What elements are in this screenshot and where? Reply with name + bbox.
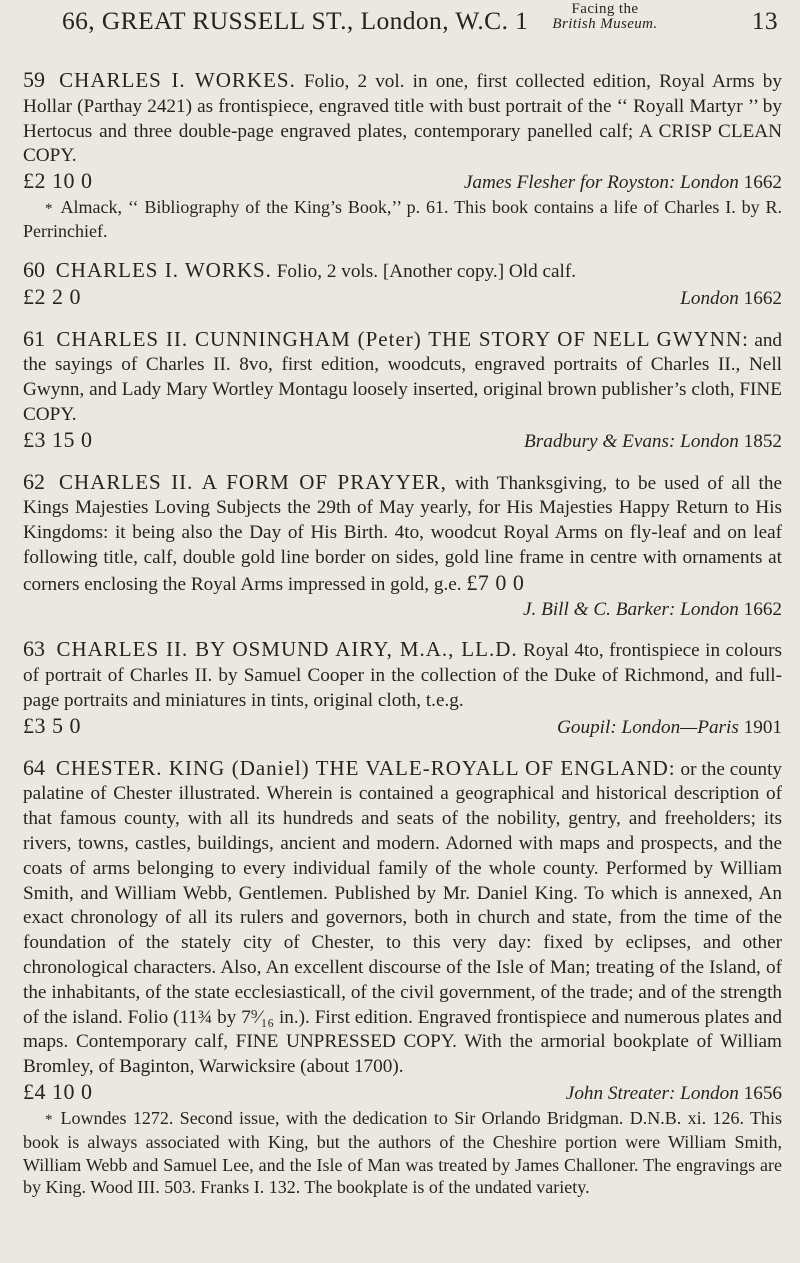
entry-description: Royal 4to, frontispiece in colours of portrait of Charles II. by Samuel Cooper in the collection of the Duke of Richmond, and full-page portraits and miniatures in tints, original cloth, t.e.g. bbox=[23, 640, 783, 711]
entry-price: £3 5 0 bbox=[23, 712, 81, 738]
entry-imprint bbox=[680, 287, 782, 312]
entry-price-line bbox=[23, 598, 782, 623]
entry-price-line bbox=[23, 285, 782, 312]
running-header bbox=[62, 2, 778, 42]
entry-price: £2 10 0 bbox=[23, 168, 93, 194]
entry-imprint bbox=[557, 716, 782, 741]
entry-price: £4 10 0 bbox=[23, 1078, 93, 1104]
entry-heading: CHARLES II. CUNNINGHAM (Peter) THE STORY OF NELL GWYNN: bbox=[56, 326, 749, 351]
catalogue-entries bbox=[23, 68, 782, 1214]
entry-price-line bbox=[23, 1080, 782, 1107]
note-text: Almack, ‘‘ Bibliography of the King’s Book,’’ p. 61. This book contains a life of Charles I. by R. Perrinchief. bbox=[23, 196, 782, 242]
imprint-year: 1662 bbox=[743, 172, 782, 194]
entry-heading: CHARLES II. A FORM OF PRAYYER, bbox=[59, 469, 447, 494]
facing-note bbox=[540, 2, 670, 32]
address-line: 66, GREAT RUSSELL ST., London, W.C. 1 bbox=[62, 6, 529, 35]
entry-price: £7 0 0 bbox=[466, 569, 525, 595]
entry-description: with Thanksgiving, to be used of all the Kings Majesties Loving Subjects the 29th of May yearly, for His Majesties Happy Return to His Kingdoms: it being also the Day of His Birth. 4to, woodcut Royal Arms on fly-leaf and on leaf following title, calf, double gold line border on sides, gold line frame in centre with ornaments at corners enclosing the Royal Arms impressed in gold, g.e. bbox=[23, 472, 783, 595]
imprint-year: 1852 bbox=[743, 430, 782, 452]
entry-heading: CHARLES II. BY OSMUND AIRY, M.A., LL.D. bbox=[56, 637, 518, 662]
entry-imprint bbox=[523, 598, 782, 623]
imprint-publisher: Goupil: London—Paris bbox=[557, 716, 739, 738]
imprint-year: 1656 bbox=[743, 1082, 782, 1104]
note-text: Lowndes 1272. Second issue, with the dedication to Sir Orlando Bridgman. D.N.B. xi. 126. This book is always associated with King, but the authors of the Cheshire portion were William Smith, William Webb and Samuel Lee, and the Isle of Man was treated by James Challoner. The engravings are by King. Wood III. 503. Franks I. 132. The bookplate is of the undated variety. bbox=[23, 1107, 782, 1198]
catalogue-entry-59 bbox=[23, 68, 782, 243]
entry-price-line bbox=[23, 169, 782, 196]
catalogue-entry-63 bbox=[23, 637, 782, 740]
entry-description: or the county palatine of Chester illustrated. Wherein is contained a geographical and historical description of that famous county, with all its hundreds and seats of the nobility, gentry, and freeholders; its rivers, towns, castles, buildings, ancient and modern. Adorned with maps and prospects, and the coats of arms belonging to every individual family of the whole county. Performed by William Smith, and William Webb, Gentlemen. Published by Mr. Daniel King. To which is annexed, An exact chronology of all its rulers and governors, both in church and state, from the time of the foundation of the stately city of Chester, to this very day: fixed by eclipses, and other chronological characters. Also, An excellent discourse of the Isle of Man; treating of the Island, of the inhabitants, of the state ecclesiasticall, of the civil government, of the trade; and of the strength of the island. Folio (11¾ by 7⁹⁄₁₆ in.). First edition. Engraved frontispiece and numerous plates and maps. Contemporary calf, FINE UNPRESSED COPY. With the armorial bookplate of William Bromley, of Baginton, Warwicksire (about 1700). bbox=[23, 758, 782, 1078]
entry-description: and the sayings of Charles II. 8vo, first edition, woodcuts, engraved portraits of Charles II., Nell Gwynn, and Lady Mary Wortley Montagu loosely inserted, original brown publisher’s cloth, FINE COPY. bbox=[23, 329, 783, 425]
imprint-year: 1901 bbox=[743, 716, 782, 738]
entry-price: £3 15 0 bbox=[23, 426, 93, 452]
entry-heading: CHARLES I. WORKES. bbox=[59, 68, 296, 92]
imprint-year: 1662 bbox=[743, 598, 782, 620]
catalogue-entry-61 bbox=[23, 327, 782, 455]
entry-note bbox=[23, 196, 782, 243]
entry-imprint bbox=[464, 171, 782, 196]
imprint-publisher: John Streater: London bbox=[565, 1082, 739, 1104]
entry-imprint bbox=[524, 430, 782, 455]
entry-number: 61 bbox=[23, 325, 45, 351]
entry-heading: CHESTER. KING (Daniel) THE VALE-ROYALL OF ENGLAND: bbox=[55, 755, 676, 780]
entry-number: 62 bbox=[23, 468, 45, 494]
facing-note-line1: Facing the bbox=[571, 1, 639, 17]
imprint-publisher: Bradbury & Evans: London bbox=[524, 430, 739, 452]
entry-description: Folio, 2 vols. [Another copy.] Old calf. bbox=[276, 260, 577, 282]
page-number: 13 bbox=[751, 6, 778, 35]
entry-number: 64 bbox=[23, 754, 45, 780]
entry-number: 60 bbox=[23, 256, 45, 282]
catalogue-entry-60 bbox=[23, 258, 782, 312]
note-asterism: * bbox=[45, 200, 53, 217]
note-asterism: * bbox=[45, 1111, 53, 1128]
entry-note bbox=[23, 1107, 782, 1199]
catalogue-entry-62 bbox=[23, 470, 782, 623]
entry-price-line bbox=[23, 428, 782, 455]
imprint-publisher: James Flesher for Royston: London bbox=[463, 172, 739, 194]
entry-number: 63 bbox=[23, 636, 45, 662]
facing-note-line2: British Museum. bbox=[552, 16, 658, 32]
entry-price: £2 2 0 bbox=[23, 283, 81, 309]
imprint-publisher: J. Bill & C. Barker: London bbox=[522, 598, 739, 620]
entry-number: 59 bbox=[23, 67, 45, 92]
catalogue-entry-64 bbox=[23, 756, 782, 1199]
entry-imprint bbox=[566, 1082, 782, 1107]
imprint-year: 1662 bbox=[743, 287, 782, 309]
imprint-publisher: London bbox=[680, 287, 739, 309]
entry-heading: CHARLES I. WORKS. bbox=[55, 257, 272, 282]
entry-price-line bbox=[23, 714, 782, 741]
entry-description: Folio, 2 vol. in one, first collected edition, Royal Arms by Hollar (Parthay 2421) as frontispiece, engraved title with bust portrait of the ‘‘ Royall Martyr ’’ by Hertocus and three double-page engraved plates, contemporary panelled calf; A CRISP CLEAN COPY. bbox=[23, 71, 782, 167]
